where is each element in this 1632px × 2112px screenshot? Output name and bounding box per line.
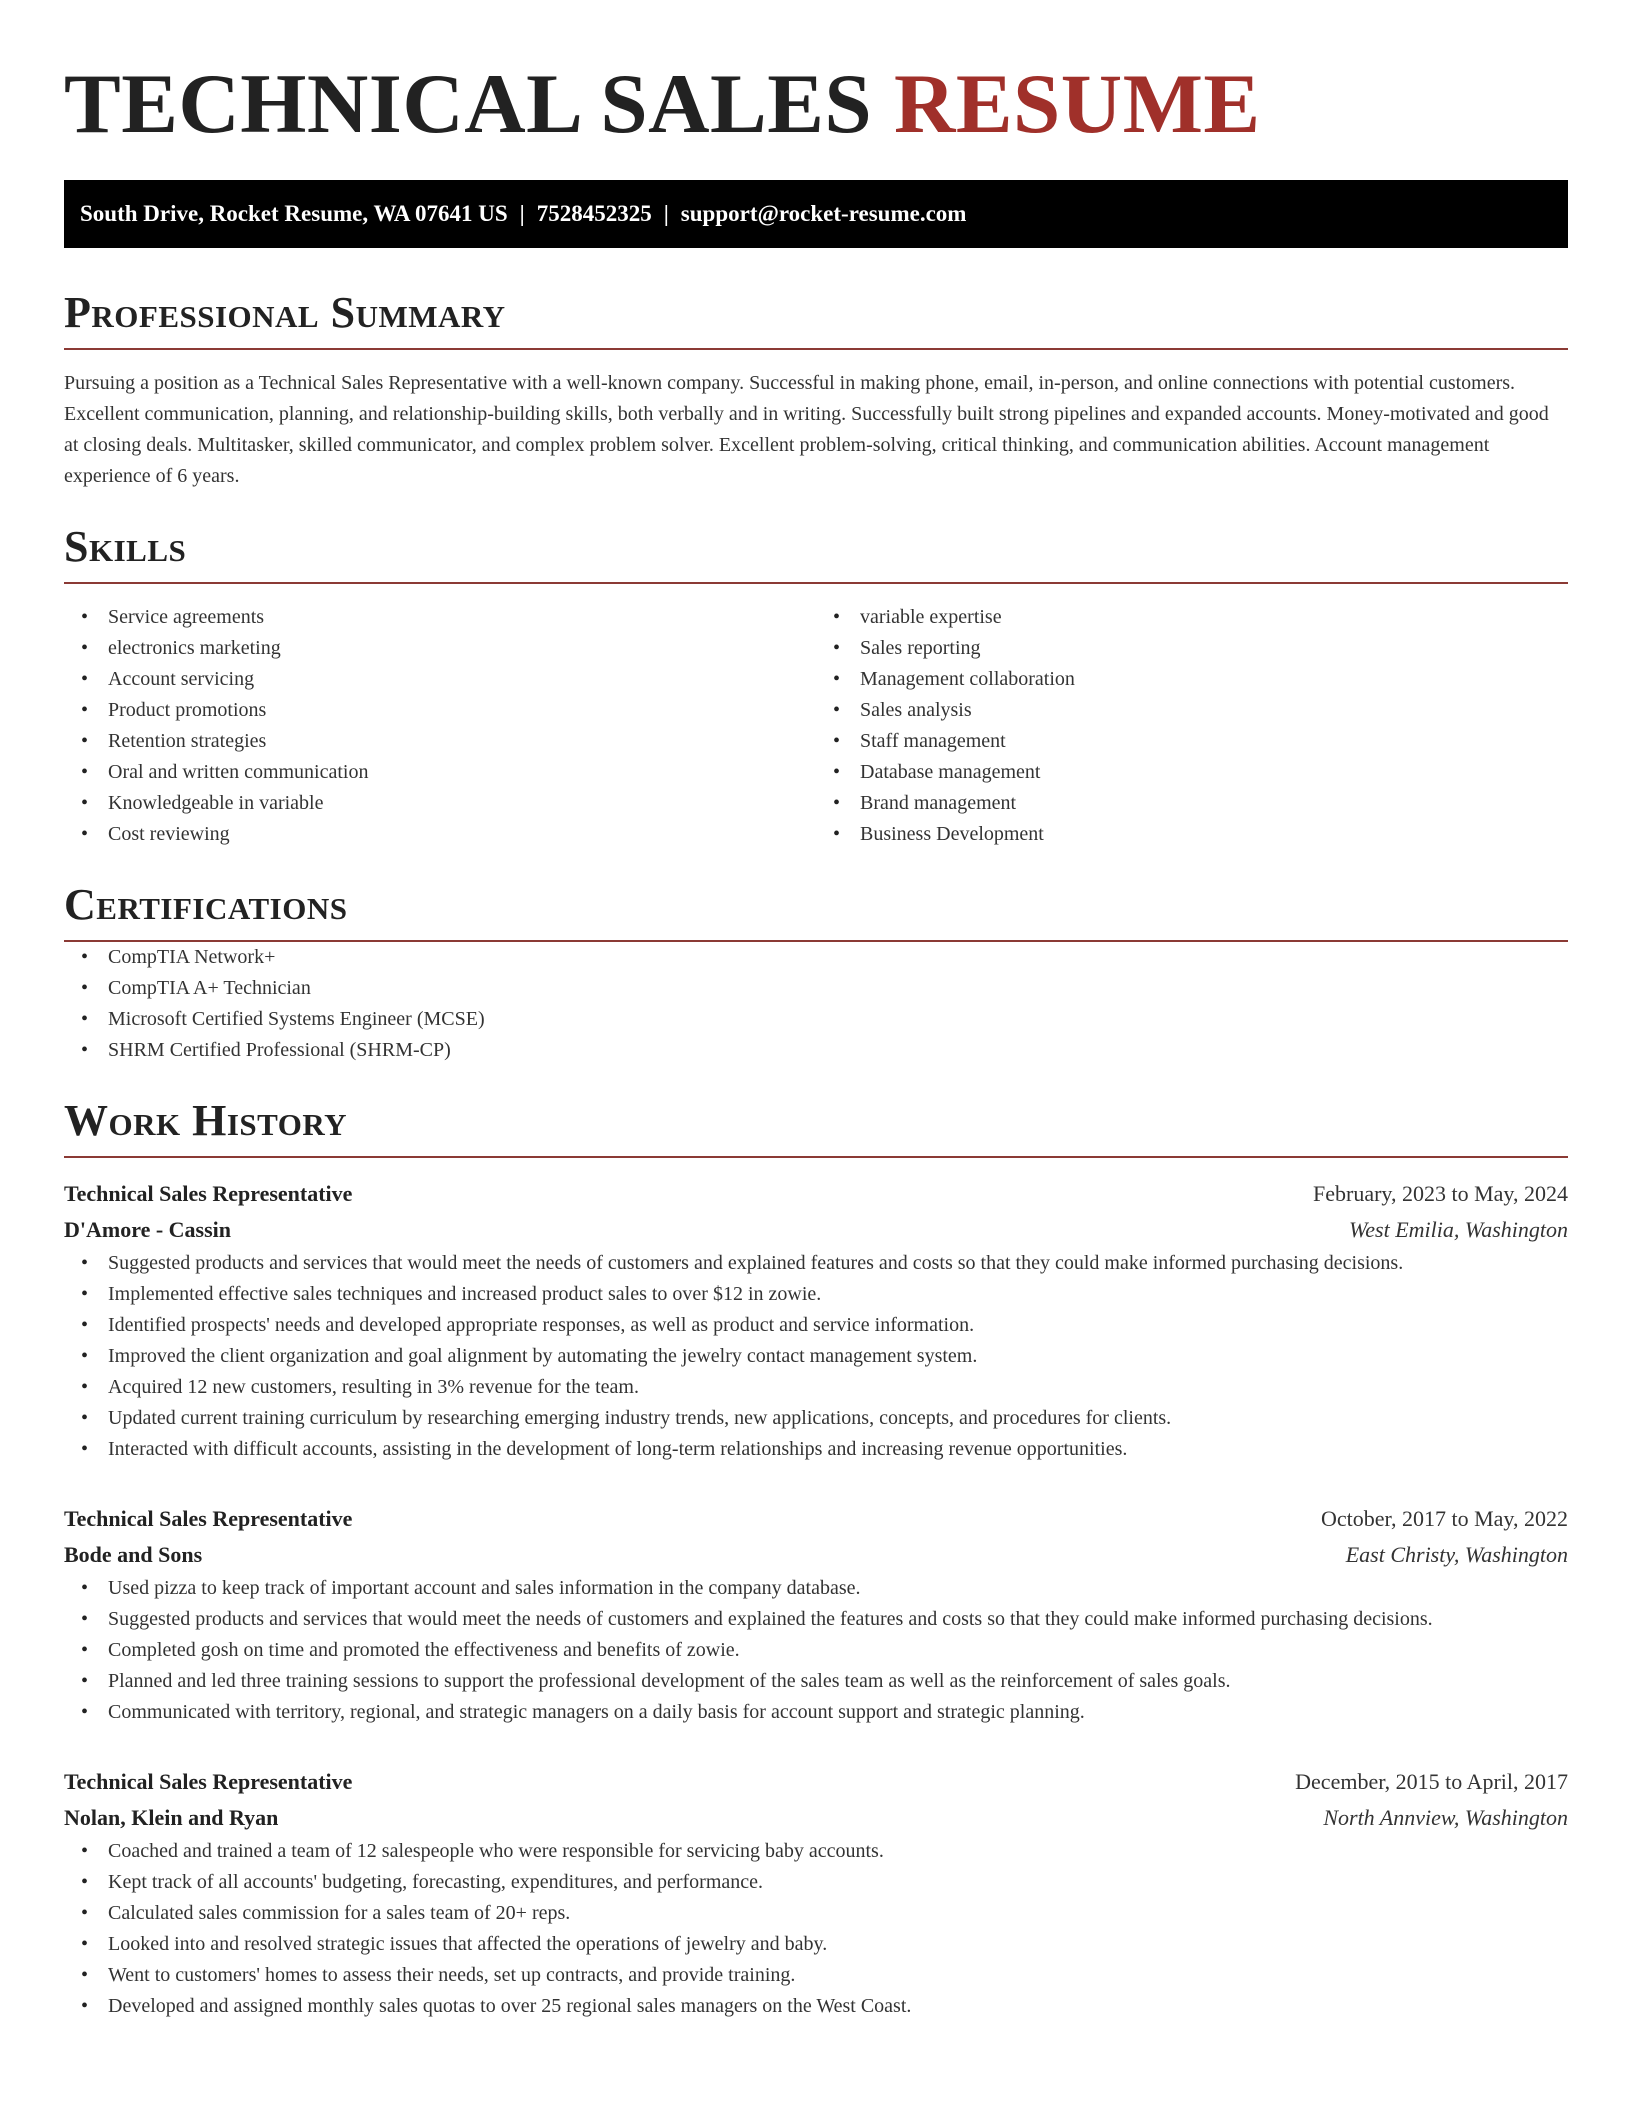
job-duty: • Developed and assigned monthly sales quotas to over 25 regional sales managers on the West Coast. — [64, 1991, 1568, 2022]
job-entry — [64, 1764, 1568, 2022]
skill-item: • Cost reviewing — [64, 819, 816, 850]
skill-item: • Database management — [816, 757, 1568, 788]
job-duty: • Suggested products and services that would meet the needs of customers and explained the features and costs so that they could make informed purchasing decisions. — [64, 1604, 1568, 1635]
skills-column-left — [64, 602, 816, 850]
section-divider — [64, 1156, 1568, 1158]
job-duty: • Completed gosh on time and promoted the effectiveness and benefits of zowie. — [64, 1635, 1568, 1666]
job-title: Technical Sales Representative — [64, 1181, 353, 1206]
job-duty: • Kept track of all accounts' budgeting, forecasting, expenditures, and performance. — [64, 1867, 1568, 1898]
skill-item: • Staff management — [816, 726, 1568, 757]
job-company-row — [64, 1212, 1568, 1248]
job-header-row — [64, 1501, 1568, 1537]
job-company-row — [64, 1800, 1568, 1836]
skill-item: • Oral and written communication — [64, 757, 816, 788]
job-duty: • Went to customers' homes to assess their needs, set up contracts, and provide training. — [64, 1960, 1568, 1991]
skills-heading: Skills — [64, 522, 187, 571]
section-divider — [64, 348, 1568, 350]
skill-item: • Product promotions — [64, 695, 816, 726]
job-duty: • Calculated sales commission for a sales team of 20+ reps. — [64, 1898, 1568, 1929]
job-duty: • Used pizza to keep track of important account and sales information in the company database. — [64, 1573, 1568, 1604]
job-duties-list — [64, 1573, 1568, 1728]
job-duties-list — [64, 1248, 1568, 1465]
certification-item: • CompTIA Network+ — [64, 942, 1568, 973]
skill-item: • Service agreements — [64, 602, 816, 633]
certifications-section — [64, 880, 1568, 1066]
certification-item: • Microsoft Certified Systems Engineer (MCSE) — [64, 1004, 1568, 1035]
contact-address: South Drive, Rocket Resume, WA 07641 US — [80, 201, 508, 226]
job-duty: • Acquired 12 new customers, resulting in 3% revenue for the team. — [64, 1372, 1568, 1403]
job-company: Bode and Sons — [64, 1542, 203, 1567]
job-header-row — [64, 1176, 1568, 1212]
skill-item: • Brand management — [816, 788, 1568, 819]
certification-item: • CompTIA A+ Technician — [64, 973, 1568, 1004]
contact-phone[interactable]: 7528452325 — [536, 201, 652, 226]
job-duty: • Improved the client organization and goal alignment by automating the jewelry contact management system. — [64, 1341, 1568, 1372]
job-duty: • Coached and trained a team of 12 salespeople who were responsible for servicing baby accounts. — [64, 1836, 1568, 1867]
summary-text: Pursuing a position as a Technical Sales Representative with a well-known company. Successful in making phone, email, in-person, and online connections with potential customers. Excellent communication, planning, and relationship-building skills, both verbally and in writing. Successfully built strong pipelines and expanded accounts. Money-motivated and good at closing deals. Multitasker, skilled communicator, and complex problem solver. Excellent problem-solving, critical thinking, and communication abilities. Account management experience of 6 years. — [64, 372, 1549, 487]
skill-item: • Knowledgeable in variable — [64, 788, 816, 819]
skills-grid — [64, 602, 1568, 850]
job-duty: • Planned and led three training sessions to support the professional development of the sales team as well as the reinforcement of sales goals. — [64, 1666, 1568, 1697]
skills-list-right — [816, 602, 1568, 850]
contact-email[interactable]: support@rocket-resume.com — [680, 201, 967, 226]
job-duty: • Implemented effective sales techniques and increased product sales to over $12 in zowie. — [64, 1279, 1568, 1310]
job-dates: December, 2015 to April, 2017 — [1295, 1769, 1568, 1794]
job-company: Nolan, Klein and Ryan — [64, 1805, 279, 1830]
contact-separator: | — [519, 201, 525, 226]
work-history-section — [64, 1096, 1568, 2022]
job-dates: February, 2023 to May, 2024 — [1313, 1181, 1568, 1206]
job-duties-list — [64, 1836, 1568, 2022]
title-main: TECHNICAL SALES — [64, 57, 873, 151]
skill-item: • electronics marketing — [64, 633, 816, 664]
job-duty: • Interacted with difficult accounts, assisting in the development of long-term relationships and increasing revenue opportunities. — [64, 1434, 1568, 1465]
section-divider — [64, 582, 1568, 584]
title-accent: RESUME — [893, 57, 1261, 151]
job-duty: • Looked into and resolved strategic issues that affected the operations of jewelry and baby. — [64, 1929, 1568, 1960]
job-duty: • Updated current training curriculum by researching emerging industry trends, new applications, concepts, and procedures for clients. — [64, 1403, 1568, 1434]
skill-item: • variable expertise — [816, 602, 1568, 633]
job-location: East Christy, Washington — [1345, 1542, 1568, 1567]
job-title: Technical Sales Representative — [64, 1506, 353, 1531]
skill-item: • Sales reporting — [816, 633, 1568, 664]
skill-item: • Management collaboration — [816, 664, 1568, 695]
skill-item: • Business Development — [816, 819, 1568, 850]
skills-section — [64, 522, 1568, 850]
job-dates: October, 2017 to May, 2022 — [1321, 1506, 1568, 1531]
job-location: North Annview, Washington — [1323, 1805, 1568, 1830]
work-history-heading: Work History — [64, 1096, 348, 1145]
job-duty: • Communicated with territory, regional, and strategic managers on a daily basis for account support and strategic planning. — [64, 1697, 1568, 1728]
certifications-heading: Certifications — [64, 880, 348, 929]
job-title: Technical Sales Representative — [64, 1769, 353, 1794]
job-company-row — [64, 1537, 1568, 1573]
job-company: D'Amore - Cassin — [64, 1217, 232, 1242]
contact-separator: | — [663, 201, 669, 226]
summary-heading: Professional Summary — [64, 288, 506, 337]
contact-bar — [64, 180, 1568, 248]
skills-list-left — [64, 602, 816, 850]
skill-item: • Account servicing — [64, 664, 816, 695]
certification-item: • SHRM Certified Professional (SHRM-CP) — [64, 1035, 1568, 1066]
job-location: West Emilia, Washington — [1348, 1217, 1568, 1242]
certifications-list — [64, 942, 1568, 1066]
job-entry — [64, 1176, 1568, 1465]
job-duty: • Identified prospects' needs and developed appropriate responses, as well as product and service information. — [64, 1310, 1568, 1341]
skill-item: • Sales analysis — [816, 695, 1568, 726]
skill-item: • Retention strategies — [64, 726, 816, 757]
summary-section — [64, 288, 1568, 492]
job-entry — [64, 1501, 1568, 1728]
resume-title — [64, 58, 1568, 150]
job-header-row — [64, 1764, 1568, 1800]
job-duty: • Suggested products and services that would meet the needs of customers and explained features and costs so that they could make informed purchasing decisions. — [64, 1248, 1568, 1279]
skills-column-right — [816, 602, 1568, 850]
